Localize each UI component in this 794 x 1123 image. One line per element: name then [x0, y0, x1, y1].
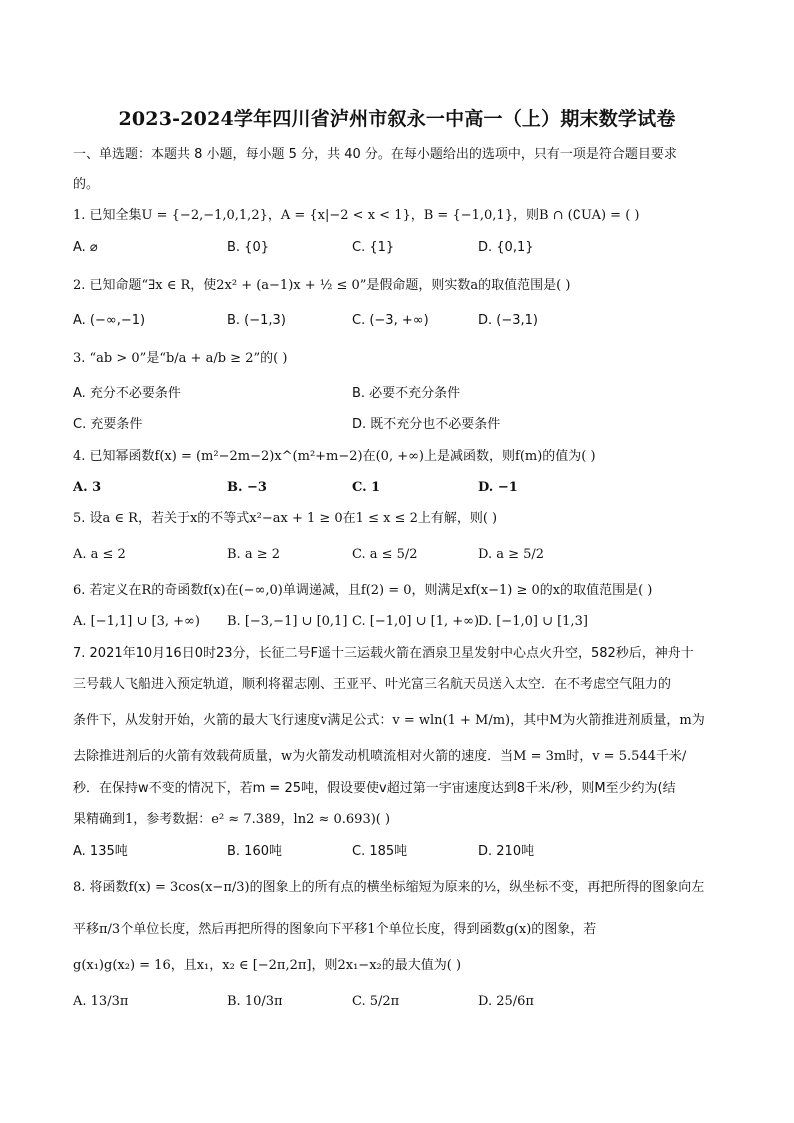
- question-1-option-d: D. {0,1}: [478, 240, 534, 255]
- question-7-stem-line-4: 去除推进剂后的火箭有效载荷质量，w为火箭发动机喷流相对火箭的速度．当M = 3m时，v = 5.544千米/: [73, 749, 687, 764]
- question-6-option-d: D. [−1,0] ∪ [1,3]: [478, 614, 588, 629]
- question-2-option-b: B. (−1,3): [227, 313, 286, 328]
- question-1-stem: 1. 已知全集U = {−2,−1,0,1,2}，A = {x|−2 < x < 1}，B = {−1,0,1}，则B ∩ (∁UA) = ( ): [73, 208, 640, 223]
- question-4-option-c: C. 1: [352, 480, 381, 495]
- question-6-option-c: C. [−1,0] ∪ [1, +∞): [352, 614, 480, 629]
- question-5-option-a: A. a ≤ 2: [73, 547, 126, 562]
- question-3-option-a: A. 充分不必要条件: [73, 386, 181, 401]
- question-7-stem-line-1: 7. 2021年10月16日0时23分，长征二号F遥十三运载火箭在酒泉卫星发射中心点火升空，582秒后，神舟十: [73, 646, 694, 661]
- question-7-option-c: C. 185吨: [352, 844, 408, 859]
- question-3-option-d: D. 既不充分也不必要条件: [352, 417, 501, 432]
- question-1-option-c: C. {1}: [352, 240, 395, 255]
- question-7-stem-line-6: 果精确到1，参考数据：e² ≈ 7.389，ln2 ≈ 0.693)( ): [73, 812, 391, 827]
- section-heading-cont: 的。: [73, 177, 100, 192]
- question-5-stem: 5. 设a ∈ R，若关于x的不等式x²−ax + 1 ≥ 0在1 ≤ x ≤ 2上有解，则( ): [73, 511, 498, 526]
- question-6-option-a: A. [−1,1] ∪ [3, +∞): [73, 614, 200, 629]
- question-3-option-b: B. 必要不充分条件: [352, 386, 461, 401]
- question-7-option-d: D. 210吨: [478, 844, 535, 859]
- question-8-stem-line-3: g(x₁)g(x₂) = 16，且x₁，x₂ ∈ [−2π,2π]，则2x₁−x₂的最大值为( ): [73, 958, 462, 973]
- question-5-option-b: B. a ≥ 2: [227, 547, 280, 562]
- question-8-option-d: D. 25/6π: [478, 994, 534, 1009]
- question-8-option-b: B. 10/3π: [227, 994, 283, 1009]
- question-2-option-a: A. (−∞,−1): [73, 313, 146, 328]
- question-7-stem-line-2: 三号载人飞船进入预定轨道，顺利将翟志刚、王亚平、叶光富三名航天员送入太空．在不考虑空气阻力的: [73, 677, 672, 692]
- question-7-stem-line-5: 秒．在保持w不变的情况下，若m = 25吨，假设要使v超过第一宇宙速度达到8千米/秒，则M至少约为(结: [73, 781, 676, 796]
- question-7-option-b: B. 160吨: [227, 844, 282, 859]
- question-4-option-b: B. −3: [227, 480, 267, 495]
- question-8-stem-line-1: 8. 将函数f(x) = 3cos(x−π/3)的图象上的所有点的横坐标缩短为原来的½，纵坐标不变，再把所得的图象向左: [73, 880, 705, 895]
- question-3-option-c: C. 充要条件: [73, 417, 143, 432]
- question-4-option-d: D. −1: [478, 480, 518, 495]
- question-1-option-a: A. ⌀: [73, 240, 98, 255]
- section-heading: 一、单选题：本题共 8 小题，每小题 5 分，共 40 分。在每小题给出的选项中，只有一项是符合题目要求: [73, 147, 677, 162]
- page-title: 2023-2024学年四川省泸州市叙永一中高一（上）期末数学试卷: [118, 108, 676, 130]
- question-3-stem: 3. “ab > 0”是“b/a + a/b ≥ 2”的( ): [73, 351, 288, 366]
- question-2-option-c: C. (−3, +∞): [352, 313, 429, 328]
- question-4-stem: 4. 已知幂函数f(x) = (m²−2m−2)x^(m²+m−2)在(0, +∞)上是减函数，则f(m)的值为( ): [73, 449, 596, 464]
- question-2-option-d: D. (−3,1): [478, 313, 538, 328]
- question-6-stem: 6. 若定义在R的奇函数f(x)在(−∞,0)单调递减，且f(2) = 0，则满足xf(x−1) ≥ 0的x的取值范围是( ): [73, 583, 653, 598]
- question-8-stem-line-2: 平移π/3个单位长度，然后再把所得的图象向下平移1个单位长度，得到函数g(x)的图象，若: [73, 922, 597, 937]
- question-7-option-a: A. 135吨: [73, 844, 128, 859]
- question-5-option-c: C. a ≤ 5/2: [352, 547, 418, 562]
- question-8-option-a: A. 13/3π: [73, 994, 129, 1009]
- question-4-option-a: A. 3: [73, 480, 102, 495]
- question-8-option-c: C. 5/2π: [352, 994, 400, 1009]
- question-6-option-b: B. [−3,−1] ∪ [0,1]: [227, 614, 348, 629]
- question-7-stem-line-3: 条件下，从发射开始，火箭的最大飞行速度v满足公式：v = wln(1 + M/m)，其中M为火箭推进剂质量，m为: [73, 713, 705, 728]
- question-1-option-b: B. {0}: [227, 240, 269, 255]
- question-2-stem: 2. 已知命题“∃x ∈ R，使2x² + (a−1)x + ½ ≤ 0”是假命题，则实数a的取值范围是( ): [73, 278, 571, 293]
- question-5-option-d: D. a ≥ 5/2: [478, 547, 545, 562]
